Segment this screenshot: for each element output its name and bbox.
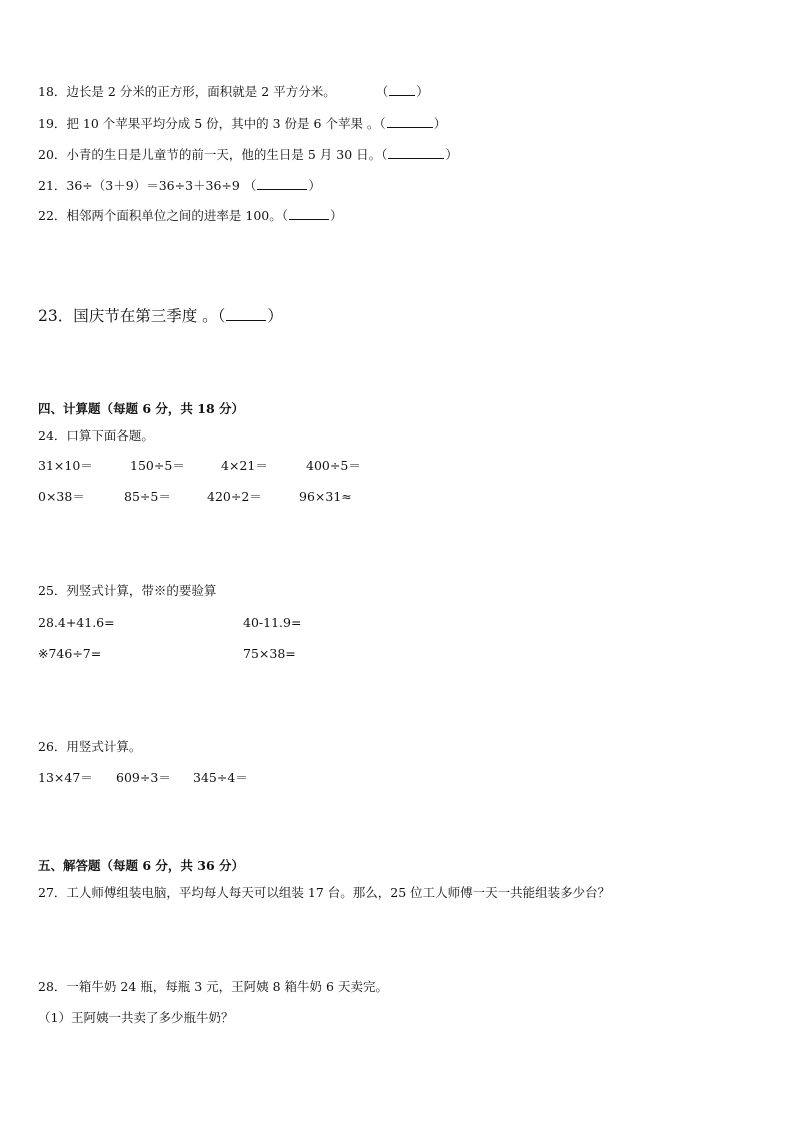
vertical-calc-item: 28.4+41.6= — [38, 615, 115, 630]
oral-calc-item: 85÷5＝ — [124, 489, 171, 504]
vertical-calc-item: 40-11.9= — [243, 615, 302, 630]
answer-blank[interactable] — [387, 116, 433, 128]
vertical-calc-item: 75×38= — [243, 646, 296, 661]
question-text: 19．把 10 个苹果平均分成 5 份，其中的 3 份是 6 个苹果 。（ — [38, 116, 386, 131]
question-text: 21．36÷（3＋9）＝36÷3＋36÷9 （ — [38, 178, 257, 193]
question-text: 18．边长是 2 分米的正方形，面积就是 2 平方分米。 — [38, 84, 336, 99]
question-24: 24．口算下面各题。 — [38, 428, 154, 443]
question-26: 26．用竖式计算。 — [38, 739, 142, 754]
answer-blank[interactable] — [389, 84, 415, 96]
question-text: 23．国庆节在第三季度 。（ — [38, 307, 226, 325]
question-25: 25．列竖式计算，带※的要验算 — [38, 583, 217, 598]
vertical-calc-item: ※746÷7= — [38, 646, 102, 661]
question-23 — [38, 306, 283, 326]
paren-close: ） — [267, 307, 283, 325]
oral-calc-item: 31×10＝ — [38, 458, 93, 473]
vertical-calc-item: 609÷3＝ — [116, 770, 171, 785]
paren-close: ） — [308, 178, 321, 193]
oral-calc-item: 400÷5＝ — [306, 458, 361, 473]
question-28: 28．一箱牛奶 24 瓶，每瓶 3 元，王阿姨 8 箱牛奶 6 天卖完。 — [38, 979, 388, 994]
oral-calc-item: 96×31≈ — [299, 489, 352, 504]
answer-blank[interactable] — [388, 147, 444, 159]
question-28-part-1: （1）王阿姨一共卖了多少瓶牛奶？ — [38, 1010, 234, 1025]
vertical-calc-item: 13×47＝ — [38, 770, 93, 785]
oral-calc-item: 420÷2＝ — [207, 489, 262, 504]
question-text: 20．小青的生日是儿童节的前一天，他的生日是 5 月 30 日。（ — [38, 147, 388, 162]
section-4-title: 四、计算题（每题 6 分，共 18 分） — [38, 401, 245, 416]
answer-blank[interactable] — [289, 208, 329, 220]
paren-close: ） — [433, 116, 447, 131]
question-text: 22．相邻两个面积单位之间的进率是 100。（ — [38, 208, 288, 223]
paren-close: ） — [416, 84, 429, 99]
oral-calc-item: 150÷5＝ — [130, 458, 185, 473]
question-27: 27．工人师傅组装电脑，平均每人每天可以组装 17 台。那么，25 位工人师傅一天一共能组装多少台？ — [38, 885, 611, 900]
vertical-calc-item: 345÷4＝ — [193, 770, 248, 785]
paren-close: ） — [330, 208, 343, 223]
paren-close: ） — [445, 147, 458, 162]
question-22 — [38, 208, 343, 224]
question-18 — [38, 84, 429, 100]
oral-calc-item: 0×38＝ — [38, 489, 85, 504]
question-19 — [38, 116, 446, 132]
question-21 — [38, 178, 321, 194]
section-5-title: 五、解答题（每题 6 分，共 36 分） — [38, 858, 245, 873]
oral-calc-item: 4×21＝ — [221, 458, 268, 473]
question-20 — [38, 147, 458, 163]
answer-blank[interactable] — [226, 307, 266, 321]
paren-open: （ — [375, 84, 389, 99]
answer-blank[interactable] — [257, 178, 307, 190]
